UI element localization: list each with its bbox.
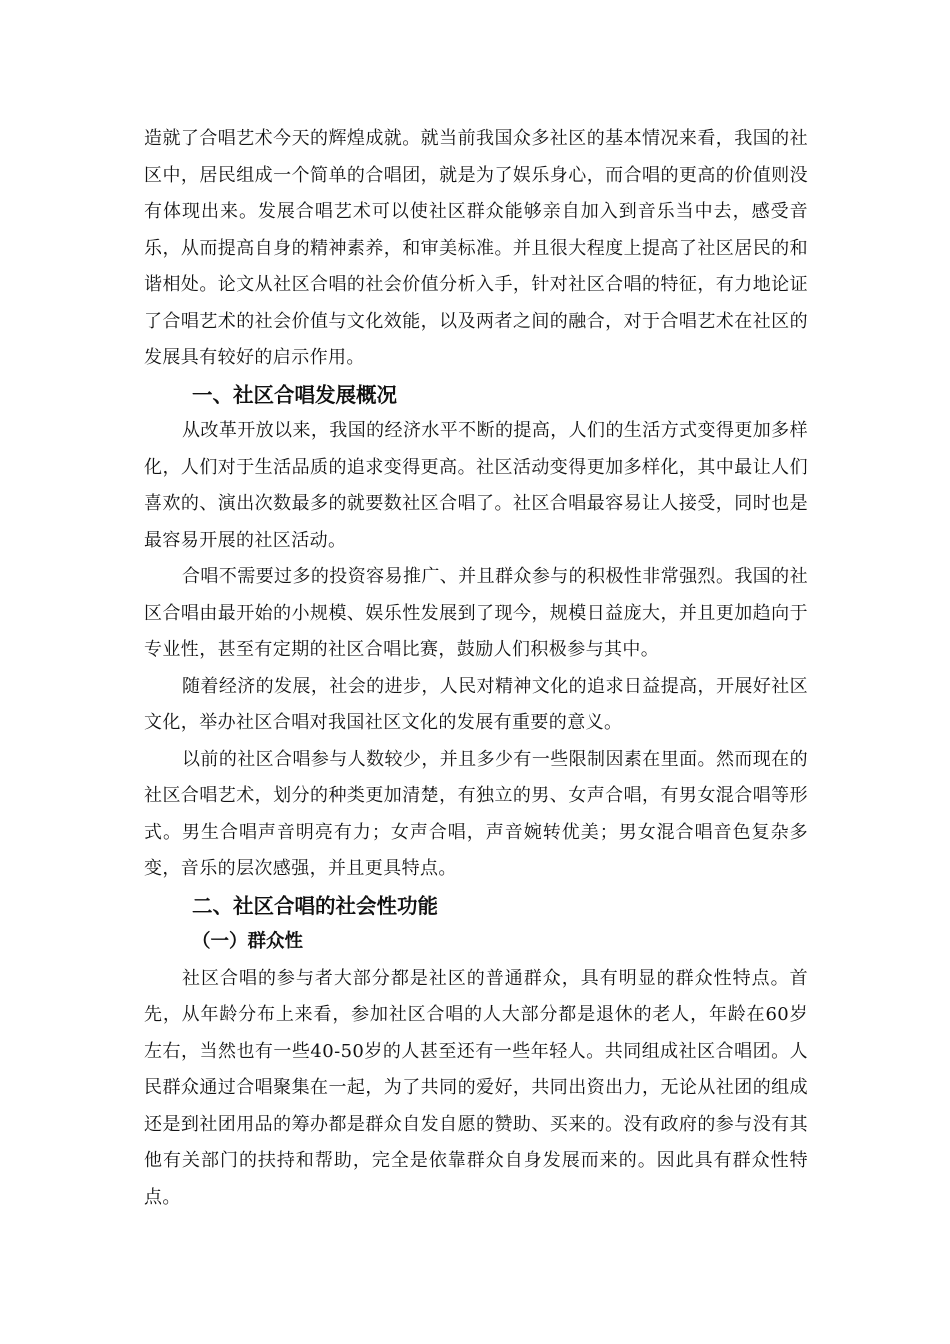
section-1-paragraph-3: 随着经济的发展，社会的进步，人民对精神文化的追求日益提高，开展好社区文化，举办社区合唱对我国社区文化的发展有重要的意义。: [144, 675, 808, 733]
section-1-paragraph-2: 合唱不需要过多的投资容易推广、并且群众参与的积极性非常强烈。我国的社区合唱由最开始的小规模、娱乐性发展到了现今，规模日益庞大，并且更加趋向于专业性，甚至有定期的社区合唱比赛，鼓励人们积极参与其中。: [144, 566, 808, 660]
section-1-heading: 一、社区合唱发展概况: [192, 382, 397, 407]
section-2-heading: 二、社区合唱的社会性功能: [192, 893, 438, 918]
document-body: [144, 121, 808, 1216]
intro-paragraph: 造就了合唱艺术今天的辉煌成就。就当前我国众多社区的基本情况来看，我国的社区中，居民组成一个简单的合唱团，就是为了娱乐身心，而合唱的更高的价值则没有体现出来。发展合唱艺术可以使社区群众能够亲自加入到音乐当中去，感受音乐，从而提高自身的精神素养，和审美标准。并且很大程度上提高了社区居民的和谐相处。论文从社区合唱的社会价值分析入手，针对社区合唱的特征，有力地论证了合唱艺术的社会价值与文化效能，以及两者之间的融合，对于合唱艺术在社区的发展具有较好的启示作用。: [144, 128, 808, 368]
subsection-2-1-heading: （一）群众性: [192, 931, 304, 952]
section-1-paragraph-4: 以前的社区合唱参与人数较少，并且多少有一些限制因素在里面。然而现在的社区合唱艺术，划分的种类更加清楚，有独立的男、女声合唱，有男女混合唱等形式。男生合唱声音明亮有力；女声合唱，声音婉转优美；男女混合唱音色复杂多变，音乐的层次感强，并且更具特点。: [144, 748, 808, 879]
section-1-paragraph-1: 从改革开放以来，我国的经济水平不断的提高，人们的生活方式变得更加多样化，人们对于生活品质的追求变得更高。社区活动变得更加多样化，其中最让人们喜欢的、演出次数最多的就要数社区合唱了。社区合唱最容易让人接受，同时也是最容易开展的社区活动。: [144, 420, 808, 551]
subsection-2-1-paragraph-1: 社区合唱的参与者大部分都是社区的普通群众，具有明显的群众性特点。首先，从年龄分布上来看，参加社区合唱的人大部分都是退休的老人，年龄在60岁左右，当然也有一些40-50岁的人甚至还有一些年轻人。共同组成社区合唱团。人民群众通过合唱聚集在一起，为了共同的爱好，共同出资出力，无论从社团的组成还是到社团用品的筹办都是群众自发自愿的赞助、买来的。没有政府的参与没有其他有关部门的扶持和帮助，完全是依靠群众自身发展而来的。因此具有群众性特点。: [144, 967, 808, 1208]
